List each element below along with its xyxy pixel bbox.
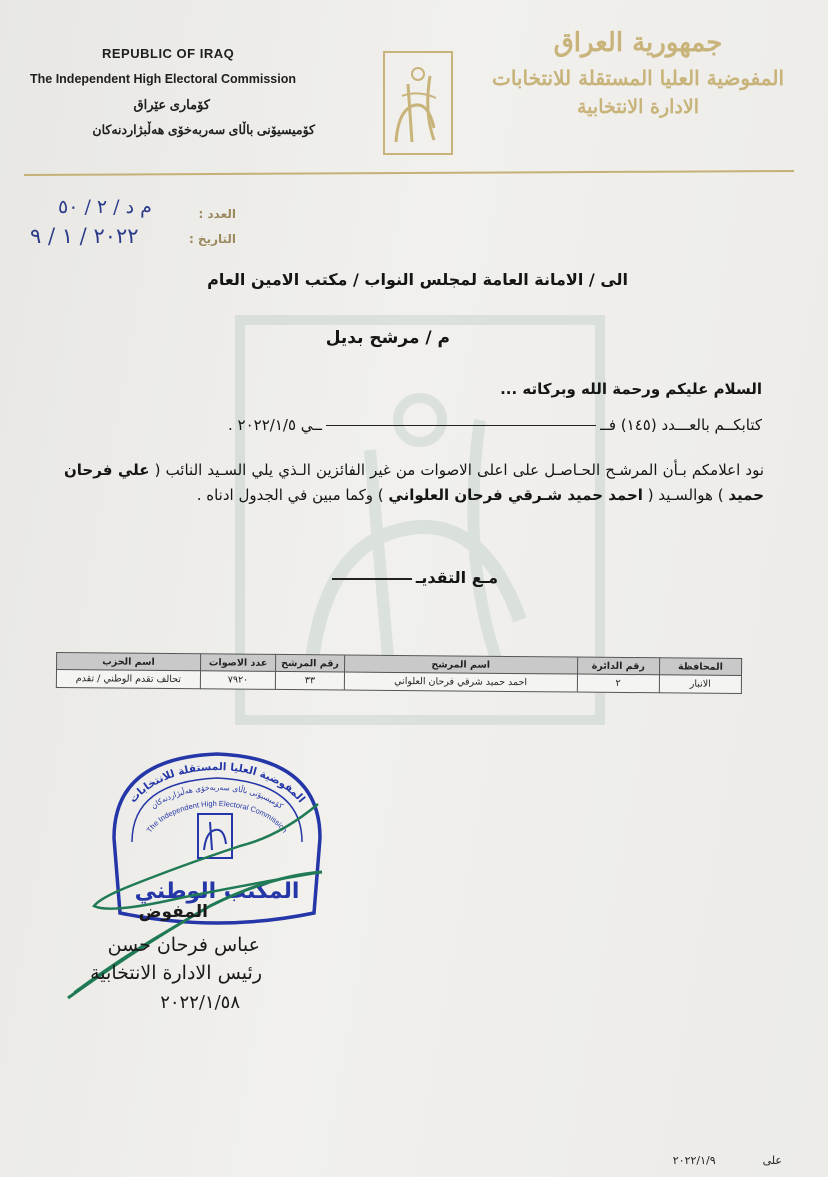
subject: م / مرشح بديل [325,328,450,348]
header-commission-ar: المفوضية العليا المستقلة للانتخابات [491,66,784,90]
addressee: الى / الامانة العامة لمجلس النواب / مكتب الامين العام [207,270,628,289]
header-republic-en: REPUBLIC OF IRAQ [102,46,235,61]
header-department-ar: الادارة الانتخابية [577,96,699,118]
cell-party: تحالف تقدم الوطني / تقدم [56,670,200,689]
header-right [488,28,788,118]
footer-label: على [762,1154,782,1167]
reference-text: كتابكــم بالعـــدد (١٤٥) فــ [600,416,762,434]
cell-candidate-number: ٣٣ [276,671,345,690]
signatory-title: المفوض [138,902,208,922]
body-text-end: ) وكما مبين في الجدول ادناه . [196,486,384,504]
date-value: ٢٠٢٢ / ١ / ٩ [30,224,139,248]
col-votes: عدد الاصوات [200,654,275,672]
greeting: السلام عليكم ورحمة الله وبركاته ... [500,380,762,398]
signature-date: ٢٠٢٢/١/٥٨ [160,992,240,1013]
number-value: م د / ٢ / ٥٠ [58,196,152,218]
header-divider [24,170,794,176]
closing [332,568,498,587]
header-commission-en: The Independent High Electoral Commission [30,72,297,86]
stamp-ring-ku: کۆمیسیۆنی باڵای سەربەخۆی هەڵبژاردنەکان [149,782,285,811]
cell-district: ٢ [577,674,659,693]
col-party: اسم الحزب [57,653,201,671]
stamp-ring-ar: المفوضية العليا المستقلة للانتخابات [126,760,308,806]
reference-date: ٢٠٢٢/١/٥ . [228,416,296,434]
reference-text-end: ــي [300,416,323,434]
col-district: رقم الدائرة [577,657,659,675]
header-left [30,46,330,137]
body-text-start: نود اعلامكم بـأن المرشـح الحـاصـل على اعلى الاصوات من غير الفائزين الـذي يلي السـيد النائب ( [154,461,764,479]
candidate-name: احمد حميد شـرقي فرحان العلواني [388,486,643,504]
header-republic-ku: كۆماری عێراق [133,97,210,112]
body-paragraph [64,458,764,508]
footer-date: ٢٠٢٢/١/٩ [672,1154,716,1167]
header-republic-ar: جمهورية العراق [553,28,723,58]
body-text-middle: ) هوالسـيد ( [647,486,724,504]
cell-governorate: الانبار [659,675,741,694]
col-candidate-name: اسم المرشح [344,655,577,674]
commission-logo-icon [382,50,454,156]
footer [673,1154,782,1167]
reference-dash [326,425,596,426]
date-label: التاريخ : [188,232,236,246]
cell-candidate-name: احمد حميد شرقي فرحان العلواني [344,672,577,692]
reference-line [228,416,762,434]
header-commission-ku: کۆمیسیۆنی باڵای سەربەخۆی هەڵبژاردنەکان [92,123,315,137]
number-label: العدد : [198,207,236,221]
candidate-table [56,652,742,694]
closing-text: مـع التقديـ [415,568,498,587]
signatory-role: رئيس الادارة الانتخابية [90,962,262,984]
col-candidate-number: رقم المرشح [276,654,345,672]
closing-extension [332,578,412,580]
mp-name: علي فرحان حميد [64,461,764,504]
col-governorate: المحافظة [659,658,741,676]
stamp-ring-en: The Independent High Electoral Commission [144,798,290,835]
signatory-name: عباس فرحان حسن [107,934,260,956]
stamp-center-text: المكتب الوطني [134,879,300,904]
cell-votes: ٧٩٢٠ [200,671,275,690]
